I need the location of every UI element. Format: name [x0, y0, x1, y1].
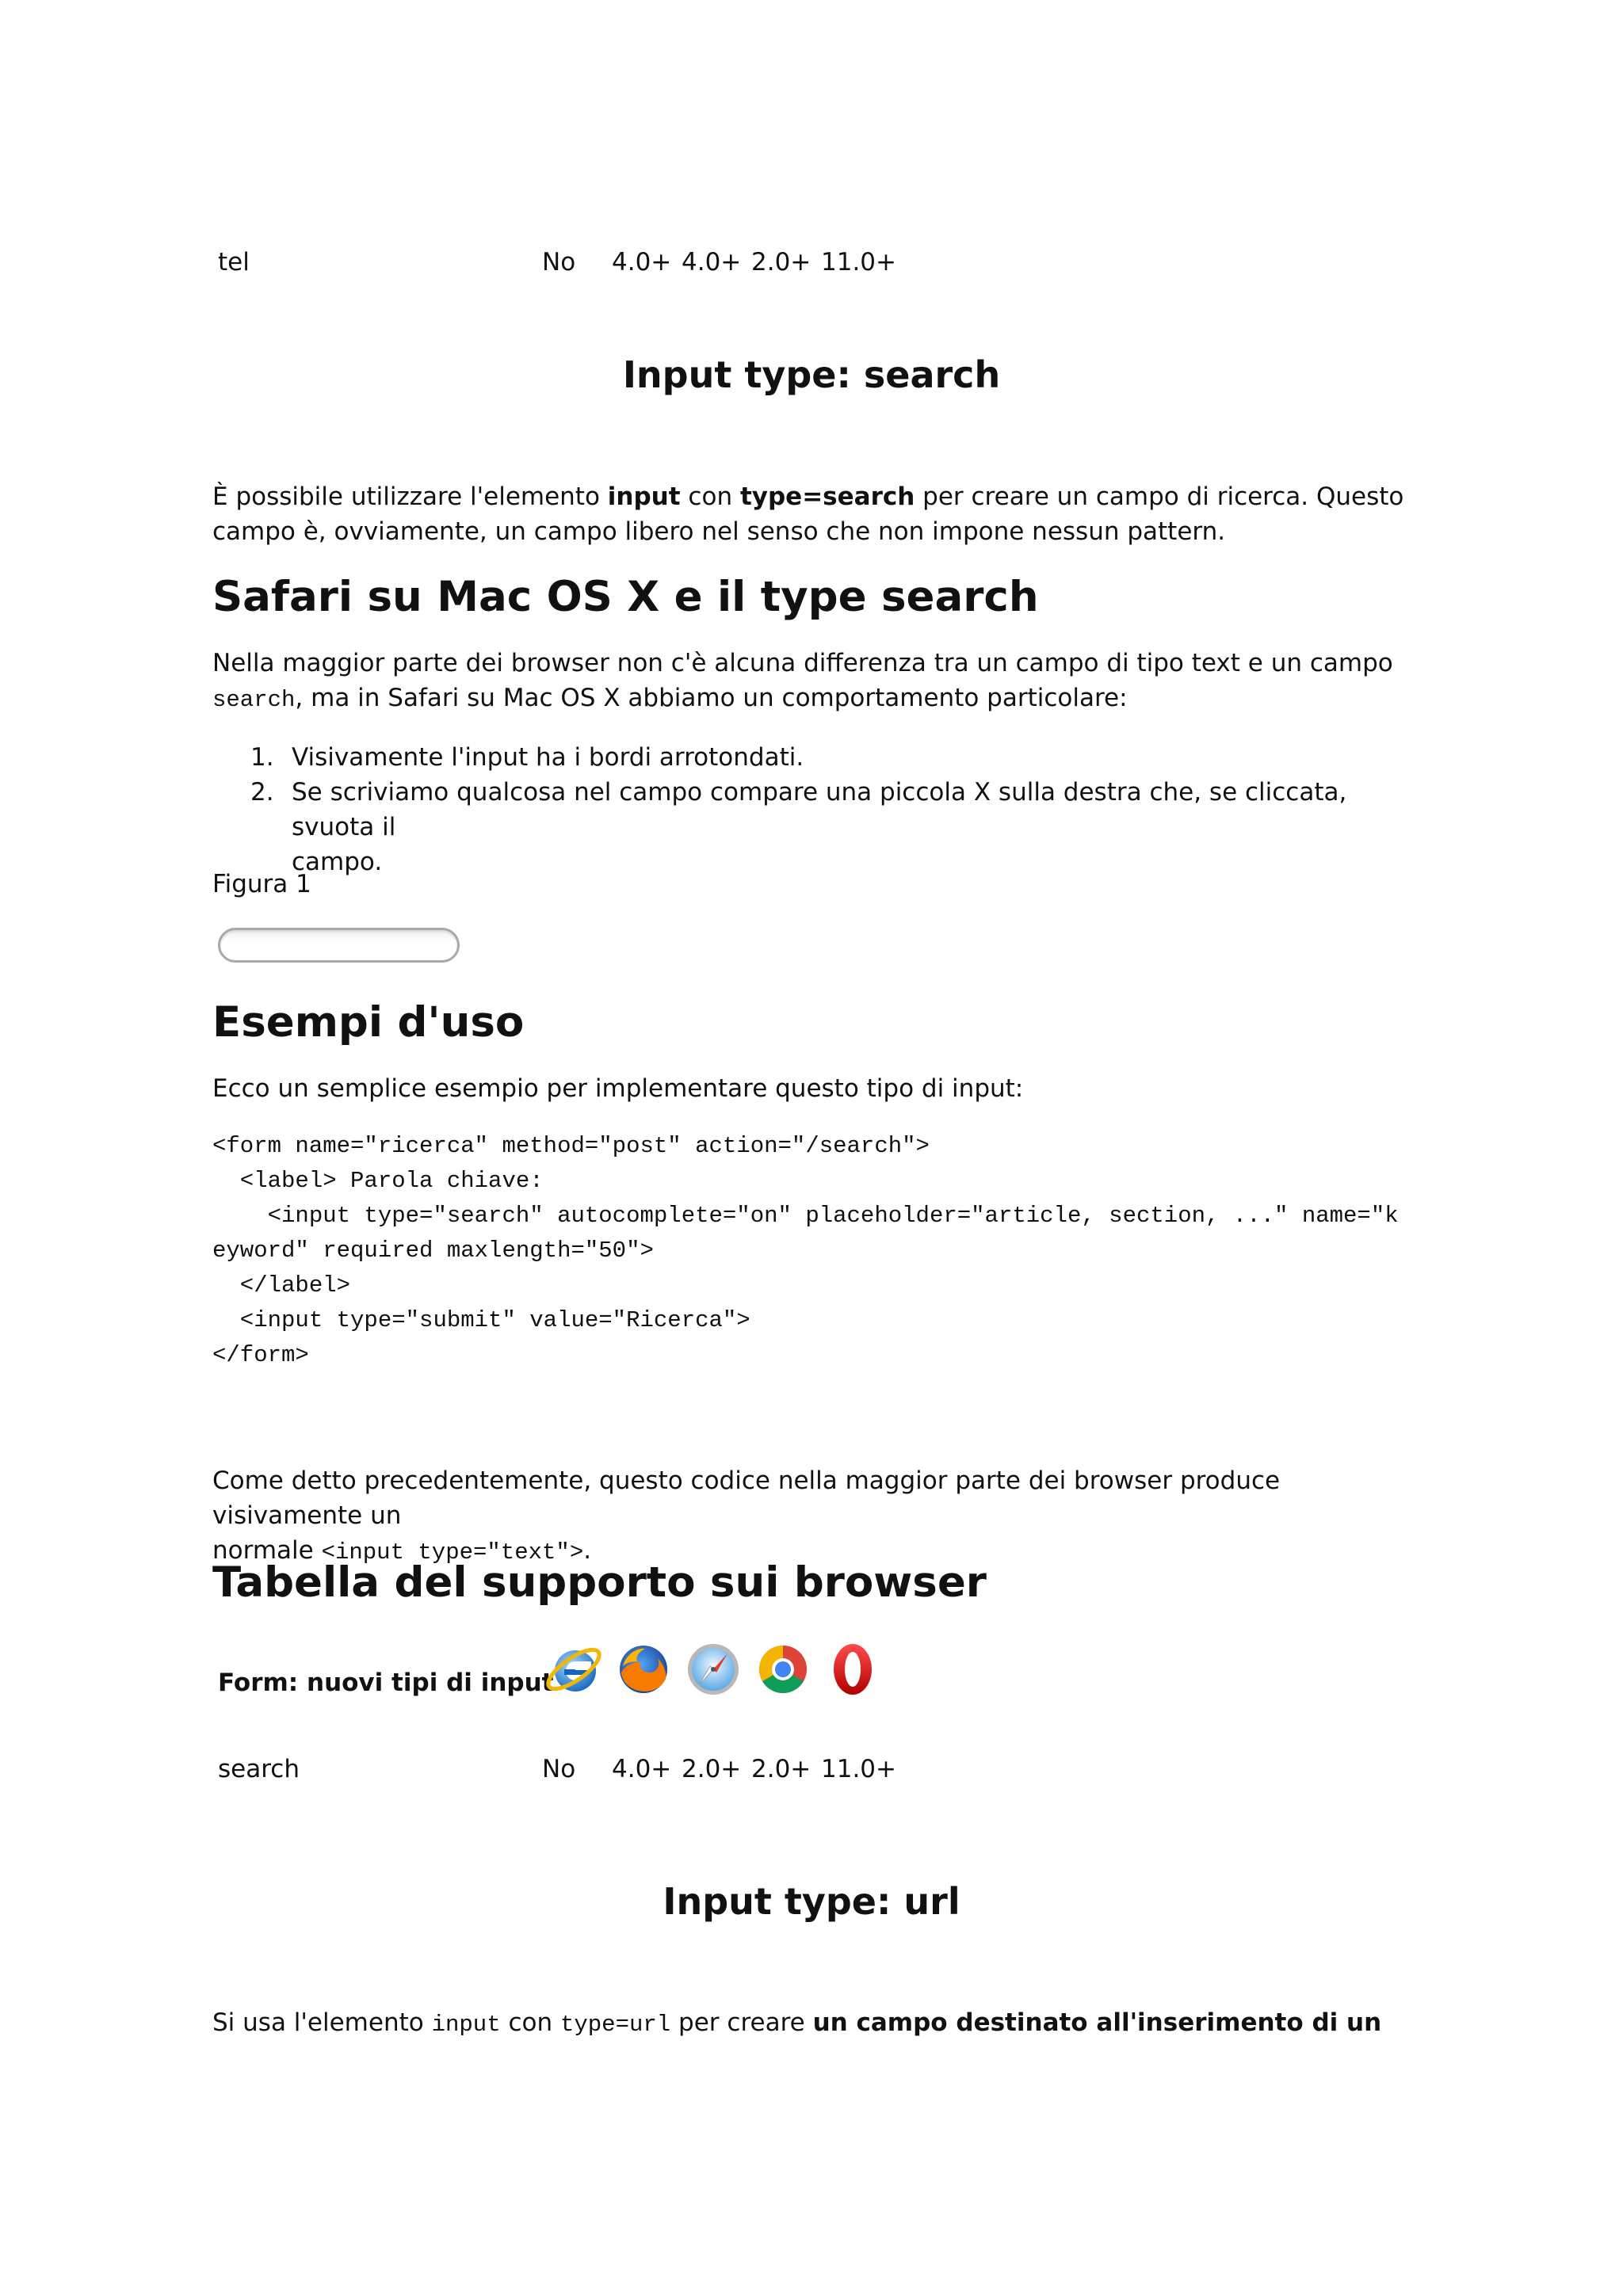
- ie-cell: No: [542, 1755, 576, 1783]
- opera-cell: 11.0+: [821, 1755, 896, 1783]
- list-item: 2. Se scriviamo qualcosa nel campo compare una piccola X sulla destra che, se cliccata, svuota il campo.: [250, 778, 1347, 876]
- url-intro-paragraph: Si usa l'elemento input con type=url per creare un campo destinato all'inserimento di un: [212, 2008, 1382, 2038]
- firefox-cell: 4.0+: [612, 1755, 672, 1783]
- section-title-search: Input type: search: [622, 353, 1001, 396]
- code-line: </label>: [212, 1272, 351, 1299]
- code-line: </form>: [212, 1342, 309, 1368]
- section-title-url: Input type: url: [663, 1880, 960, 1923]
- after-code-paragraph: Come detto precedentemente, questo codice nella maggior parte dei browser produce visivamente un normale <input type="text">.: [212, 1466, 1281, 1566]
- chrome-icon: [751, 1638, 815, 1701]
- opera-cell: 11.0+: [821, 248, 896, 277]
- feature-cell: search: [218, 1755, 300, 1783]
- figure-caption: Figura 1: [212, 870, 311, 898]
- chrome-cell: 2.0+: [751, 248, 812, 277]
- support-table-header: Form: nuovi tipi di input: [218, 1669, 554, 1697]
- chrome-cell: 2.0+: [751, 1755, 812, 1783]
- code-line: <form name="ricerca" method="post" action="/search">: [212, 1133, 930, 1159]
- feature-cell: tel: [218, 248, 250, 277]
- safari-cell: 2.0+: [682, 1755, 742, 1783]
- safari-paragraph: Nella maggior parte dei browser non c'è alcuna differenza tra un campo di tipo text e un campo search, ma in Safari su Mac OS X abbiamo un comportamento particolare:: [212, 649, 1393, 713]
- internet-explorer-icon: [542, 1638, 605, 1701]
- ie-cell: No: [542, 248, 576, 277]
- examples-heading: Esempi d'uso: [212, 998, 525, 1047]
- examples-intro: Ecco un semplice esempio per implementare questo tipo di input:: [212, 1074, 1024, 1103]
- firefox-cell: 4.0+: [612, 248, 672, 277]
- safari-cell: 4.0+: [682, 248, 742, 277]
- search-intro-paragraph: È possibile utilizzare l'elemento input con type=search per creare un campo di ricerca. Questo campo è, ovviamente, un campo libero nel senso che non impone nessun pattern.: [212, 482, 1404, 546]
- safari-icon: [682, 1638, 745, 1701]
- support-heading: Tabella del supporto sui browser: [212, 1558, 987, 1607]
- list-item: 1. Visivamente l'input ha i bordi arrotondati.: [250, 743, 804, 772]
- firefox-icon: [612, 1638, 675, 1701]
- safari-search-field-figure: [218, 928, 460, 963]
- code-line: <label> Parola chiave:: [212, 1168, 544, 1194]
- code-example: [212, 1129, 1399, 1373]
- safari-behaviour-list: [216, 740, 1420, 879]
- opera-icon: [821, 1638, 884, 1701]
- code-line: <input type="search" autocomplete="on" placeholder="article, section, ..." name="k: [212, 1203, 1399, 1229]
- code-line: <input type="submit" value="Ricerca">: [212, 1307, 750, 1333]
- safari-heading: Safari su Mac OS X e il type search: [212, 573, 1039, 621]
- code-line: eyword" required maxlength="50">: [212, 1238, 654, 1264]
